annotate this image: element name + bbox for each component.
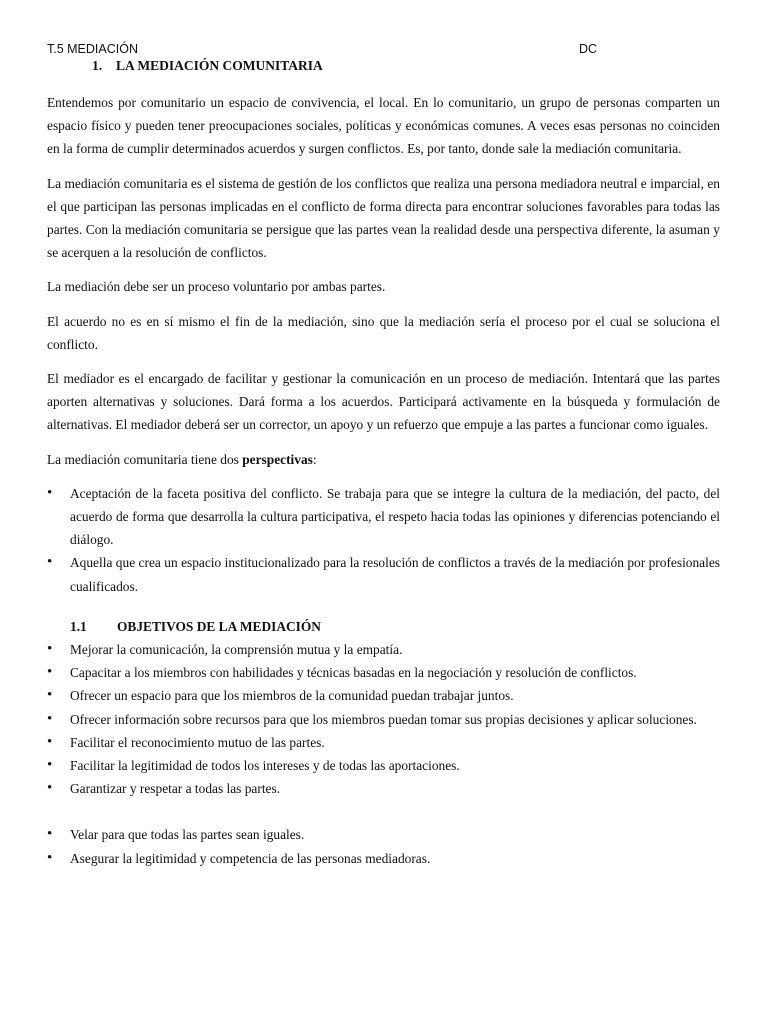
list-item: • Velar para que todas las partes sean iguales. bbox=[47, 823, 720, 846]
header-right: DC bbox=[579, 42, 598, 56]
section-title-text: LA MEDIACIÓN COMUNITARIA bbox=[116, 58, 323, 73]
list-item: • Mejorar la comunicación, la comprensión mutua y la empatía. bbox=[47, 638, 720, 661]
header-left: T.5 MEDIACIÓN bbox=[47, 42, 138, 56]
paragraph-6 bbox=[47, 448, 720, 471]
subsection-number: 1.1 bbox=[70, 618, 87, 634]
section-number: 1. bbox=[92, 58, 103, 73]
list-item: • Facilitar el reconocimiento mutuo de las partes. bbox=[47, 731, 720, 754]
list-item: • Capacitar a los miembros con habilidades y técnicas basadas en la negociación y resolución de conflictos. bbox=[47, 661, 720, 684]
subsection-title bbox=[70, 615, 720, 638]
list-item: • Ofrecer un espacio para que los miembros de la comunidad puedan trabajar juntos. bbox=[47, 684, 720, 707]
list-item: • Asegurar la legitimidad y competencia de las personas mediadoras. bbox=[47, 847, 720, 870]
paragraph-1: Entendemos por comunitario un espacio de convivencia, el local. En lo comunitario, un grupo de personas comparten un espacio físico y pueden tener preocupaciones sociales, políticas y económicas comunes. A veces esas personas no coinciden en la forma de cumplir determinados acuerdos y surgen conflictos. Es, por tanto, donde sale la mediación comunitaria. bbox=[47, 95, 720, 157]
paragraph-6-bold: perspectivas bbox=[242, 451, 313, 467]
paragraph-6-prefix: La mediación comunitaria tiene dos bbox=[47, 451, 243, 467]
list-item: • Facilitar la legitimidad de todos los intereses y de todas las aportaciones. bbox=[47, 754, 720, 777]
paragraph-5: El mediador es el encargado de facilitar y gestionar la comunicación en un proceso de mediación. Intentará que las partes aporten alternativas y soluciones. Dará forma a los acuerdos. Participará activamente en la búsqueda y formulación de alternativas. El mediador deberá ser un corrector, un apoyo y un refuerzo que empuje a las partes a funcionar como iguales. bbox=[47, 371, 720, 433]
subsection-title-text: OBJETIVOS DE LA MEDIACIÓN bbox=[117, 618, 321, 634]
list-item: • Garantizar y respetar a todas las partes. bbox=[47, 777, 720, 800]
spacer bbox=[47, 800, 720, 823]
paragraph-3: La mediación debe ser un proceso voluntario por ambas partes. bbox=[47, 279, 386, 295]
objectives-list bbox=[47, 638, 720, 800]
section-title bbox=[92, 58, 323, 74]
perspectives-list bbox=[47, 482, 720, 598]
objectives-list-continued bbox=[47, 823, 720, 869]
list-item: • Aquella que crea un espacio institucionalizado para la resolución de conflictos a través de la mediación por profesionales cualificados. bbox=[47, 551, 720, 597]
paragraph-6-suffix: : bbox=[312, 451, 317, 467]
document-body bbox=[47, 91, 720, 870]
paragraph-4: El acuerdo no es en sí mismo el fin de la mediación, sino que la mediación sería el proceso por el cual se soluciona el conflicto. bbox=[47, 313, 720, 352]
list-item: • Ofrecer información sobre recursos para que los miembros puedan tomar sus propias decisiones y aplicar soluciones. bbox=[47, 708, 720, 731]
list-item: • Aceptación de la faceta positiva del conflicto. Se trabaja para que se integre la cultura de la mediación, del pacto, del acuerdo de forma que desarrolla la cultura participativa, el respeto hacia todas las opiniones y diferencias potenciando el diálogo. bbox=[47, 482, 720, 552]
paragraph-2: La mediación comunitaria es el sistema de gestión de los conflictos que realiza una persona mediadora neutral e imparcial, en el que participan las personas implicadas en el conflicto de forma directa para encontrar soluciones favorables para todas las partes. Con la mediación comunitaria se persigue que las partes vean la realidad desde una perspectiva diferente, la asuman y se acerquen a la resolución de conflictos. bbox=[47, 175, 720, 261]
